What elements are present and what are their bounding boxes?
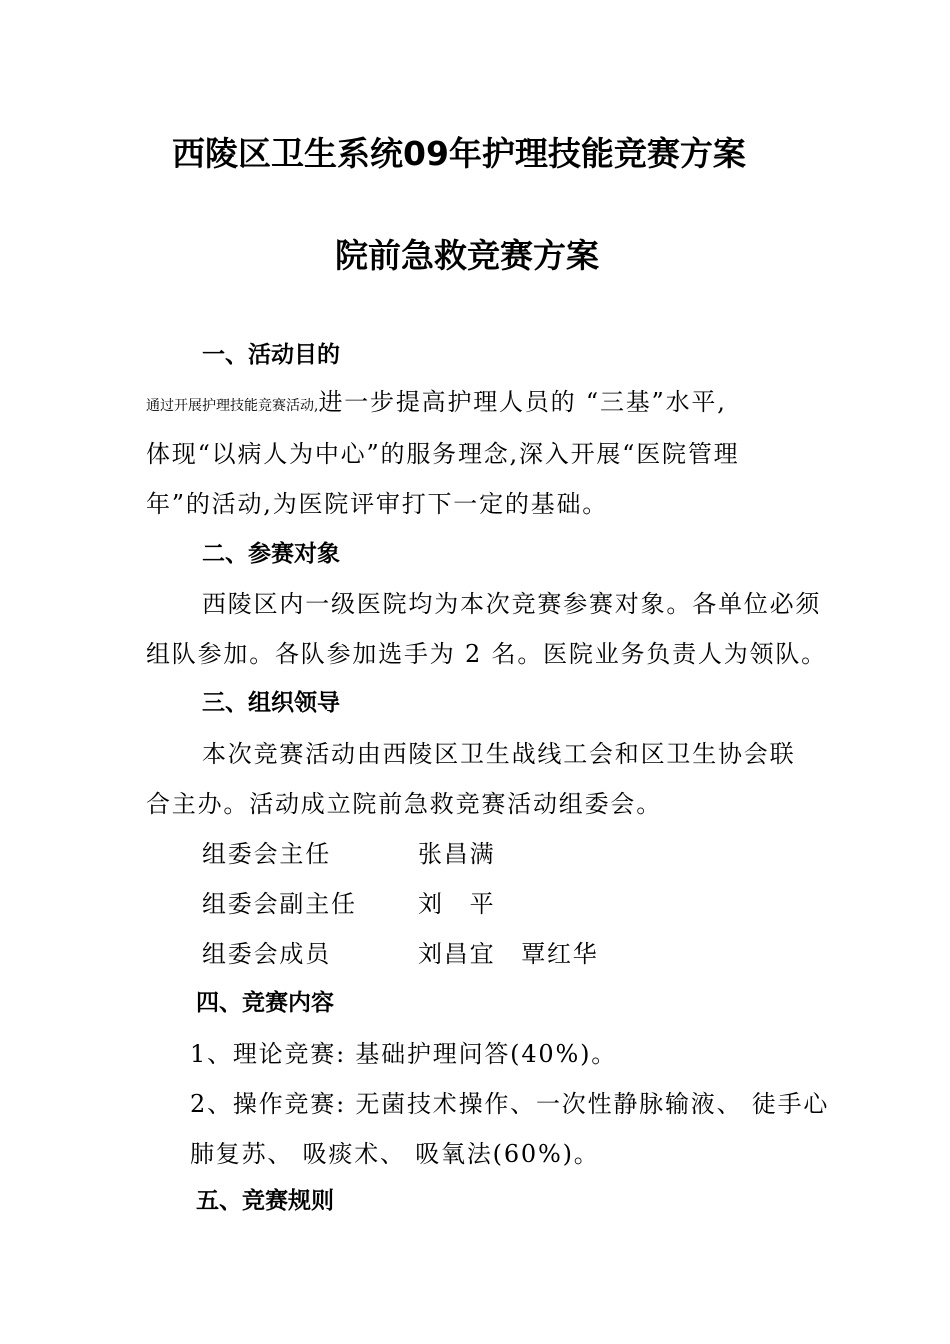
purpose-lead-small: 通过开展护理技能竞赛活动, (146, 398, 319, 414)
section-heading-content: 四、竞赛内容 (196, 990, 334, 1016)
committee-role: 组委会副主任 (202, 890, 357, 918)
content-item-2-line-1: 2、操作竞赛: 无菌技术操作、一次性静脉输液、 徒手心 (190, 1090, 830, 1118)
section-heading-organization: 三、组织领导 (202, 690, 340, 716)
committee-names: 刘昌宜 覃红华 (418, 940, 599, 968)
committee-names: 刘 平 (418, 890, 496, 918)
document-title: 西陵区卫生系统09年护理技能竞赛方案 (172, 134, 746, 173)
participants-line-1: 西陵区内一级医院均为本次竞赛参赛对象。各单位必须 (202, 590, 822, 618)
purpose-line-1 (146, 382, 727, 417)
section-heading-purpose: 一、活动目的 (202, 342, 340, 368)
organization-line-2: 合主办。活动成立院前急救竞赛活动组委会。 (146, 790, 662, 818)
purpose-line-2: 体现“以病人为中心”的服务理念,深入开展“医院管理 (146, 440, 740, 468)
participants-line-2: 组队参加。各队参加选手为 2 名。医院业务负责人为领队。 (146, 640, 827, 668)
section-heading-participants: 二、参赛对象 (202, 541, 340, 567)
organization-line-1: 本次竞赛活动由西陵区卫生战线工会和区卫生协会联 (202, 740, 796, 768)
document-subtitle: 院前急救竞赛方案 (335, 236, 599, 275)
committee-role: 组委会成员 (202, 940, 331, 968)
content-item-1: 1、理论竞赛: 基础护理问答(40%)。 (190, 1040, 618, 1068)
committee-names: 张昌满 (418, 840, 496, 868)
purpose-line-1-rest: 进一步提高护理人员的 “三基”水平, (318, 388, 727, 416)
content-item-2-line-2: 肺复苏、 吸痰术、 吸氧法(60%)。 (190, 1140, 600, 1168)
committee-role: 组委会主任 (202, 840, 331, 868)
section-heading-rules: 五、竞赛规则 (196, 1188, 334, 1214)
purpose-line-3: 年”的活动,为医院评审打下一定的基础。 (146, 490, 609, 518)
